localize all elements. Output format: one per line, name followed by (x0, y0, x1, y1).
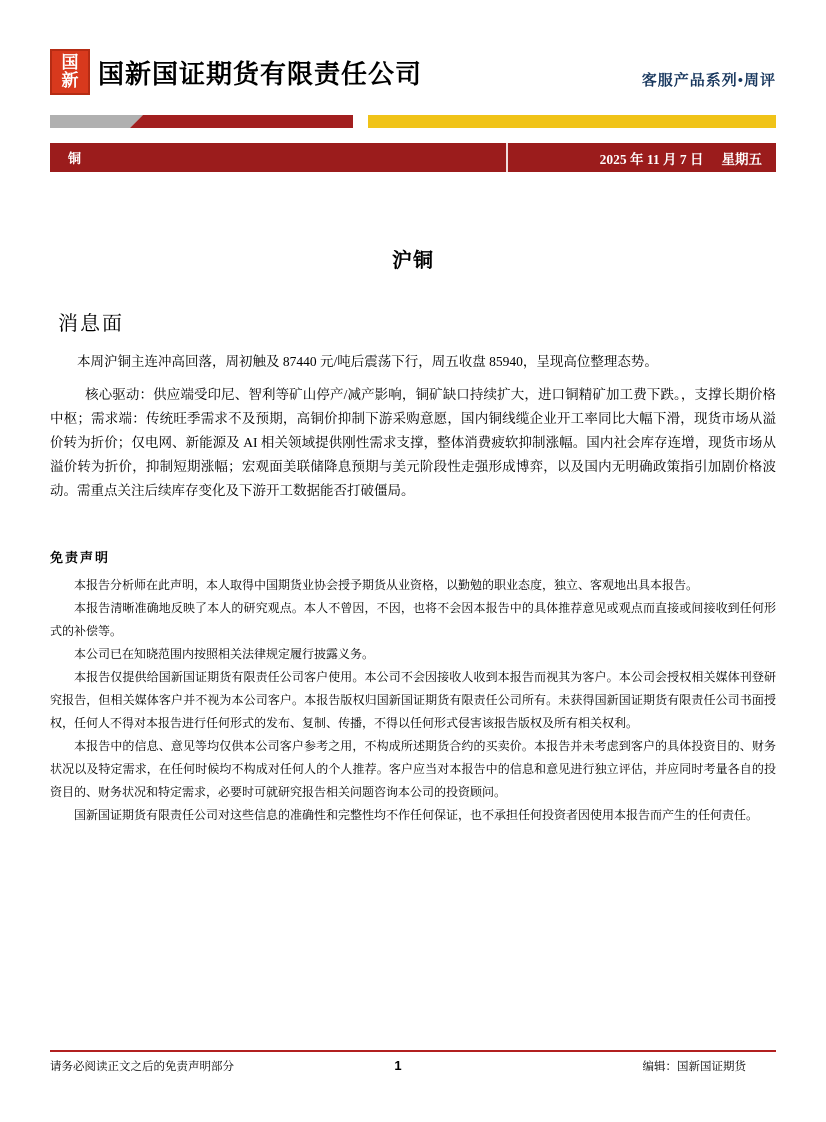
company-seal-logo-icon (50, 49, 90, 95)
report-title: 沪铜 (392, 250, 434, 272)
series-label: 客服产品系列•周评 (641, 72, 776, 89)
body-paragraph: 本周沪铜主连冲高回落，周初触及 87440 元/吨后震荡下行，周五收盘 85940，呈现高位整理态势。 (77, 354, 658, 369)
product-title-bar (50, 143, 776, 172)
disclaimer-paragraph: 本报告中的信息、意见等均仅供本公司客户参考之用，不构成所述期货合约的买卖价。本报告并未考虑到客户的具体投资目的、财务状况以及特定需求，在任何时候均不构成对任何人的个人推荐。客户应当对本报告中的信息和意见进行独立评估，并应同时考量各自的投资目的、财务状况和特定需求，必要时可就研究报告相关问题咨询本公司的投资顾问。 (50, 739, 776, 800)
product-label: 铜 (68, 151, 84, 166)
page-footer (50, 1050, 776, 1074)
seal-char-bottom: 新 (61, 71, 79, 90)
body-paragraph: 核心驱动：供应端受印尼、智利等矿山停产/减产影响，铜矿缺口持续扩大，进口铜精矿加工费下跌。，支撑长期价格中枢；需求端：传统旺季需求不及预期，高铜价抑制下游采购意愿，国内铜线缆企业开工率同比大幅下滑，现货市场从溢价转为折价；仅电网、新能源及 AI 相关领域提供刚性需求支撑，整体消费疲软抑制涨幅。国内社会库存连增，现货市场从溢价转为折价，抑制短期涨幅；宏观面美联储降息预期与美元阶段性走强形成博弈，以及国内无明确政策指引加剧价格波动。需重点关注后续库存变化及下游开工数据能否打破僵局。 (50, 387, 776, 499)
stripe-yellow-segment (368, 115, 776, 128)
disclaimer-paragraph: 本报告分析师在此声明，本人取得中国期货业协会授予期货从业资格，以勤勉的职业态度，独立、客观地出具本报告。 (74, 578, 699, 593)
disclaimer-paragraph: 本公司已在知晓范围内按照相关法律规定履行披露义务。 (74, 647, 375, 662)
page-content (50, 46, 776, 1074)
disclaimer-section (50, 547, 776, 827)
title-bar-divider (506, 143, 508, 172)
footer-editor: 编辑：国新国证期货 (642, 1061, 747, 1073)
section-heading-news: 消息面 (58, 313, 124, 335)
decorative-stripe (50, 115, 776, 128)
seal-char-top: 国 (61, 53, 79, 73)
company-brand (50, 49, 422, 95)
page-number: 1 (394, 1058, 402, 1073)
disclaimer-paragraph: 本报告仅提供给国新国证期货有限责任公司客户使用。本公司不会因接收人收到本报告而视其为客户。本公司会授权相关媒体刊登研究报告，但相关媒体客户并不视为本公司客户。本报告版权归国新国证期货有限责任公司所有。未获得国新国证期货有限责任公司书面授权，任何人不得对本报告进行任何形式的发布、复制、传播，不得以任何形式侵害该报告版权及所有相关权利。 (50, 670, 776, 731)
company-name: 国新国证期货有限责任公司 (98, 58, 423, 89)
disclaimer-heading: 免责声明 (50, 550, 111, 566)
header (50, 46, 776, 98)
report-weekday: 星期五 (721, 151, 762, 167)
stripe-gray-segment (50, 115, 143, 128)
stripe-red-segment (130, 115, 353, 128)
report-date: 2025 年 11 月 7 日 (599, 151, 704, 167)
footer-disclaimer-note: 请务必阅读正文之后的免责声明部分 (50, 1061, 234, 1073)
disclaimer-paragraph: 本报告清晰准确地反映了本人的研究观点。本人不曾因，不因，也将不会因本报告中的具体推荐意见或观点而直接或间接收到任何形式的补偿等。 (50, 601, 776, 639)
disclaimer-paragraph: 国新国证期货有限责任公司对这些信息的准确性和完整性均不作任何保证，也不承担任何投资者因使用本报告而产生的任何责任。 (74, 808, 759, 823)
date-group (600, 148, 776, 168)
